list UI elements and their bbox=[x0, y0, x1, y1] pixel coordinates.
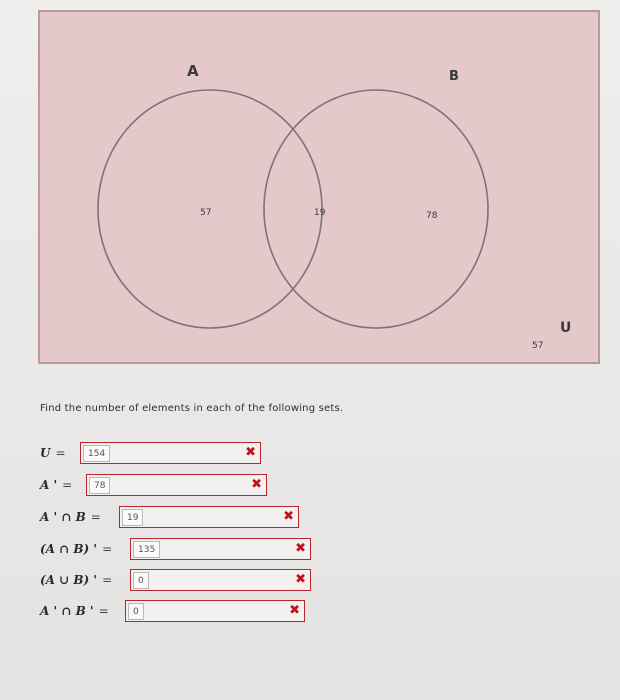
incorrect-x-icon: ✖ bbox=[251, 477, 262, 492]
answer-input-a-complement-intersect-b-complement[interactable] bbox=[125, 600, 305, 622]
answer-value: 154 bbox=[83, 445, 110, 462]
answer-value: 135 bbox=[133, 541, 160, 558]
answer-value: 19 bbox=[122, 509, 143, 526]
region-b-only-value: 78 bbox=[426, 211, 438, 221]
equals-sign: = bbox=[102, 573, 113, 587]
answer-input-a-union-b-complement[interactable] bbox=[130, 569, 311, 591]
set-a-label: A bbox=[187, 62, 199, 80]
question-row bbox=[40, 538, 118, 560]
answer-input-u[interactable] bbox=[80, 442, 261, 464]
question-row bbox=[40, 600, 115, 622]
incorrect-x-icon: ✖ bbox=[289, 603, 300, 618]
question-row bbox=[40, 506, 107, 528]
incorrect-x-icon: ✖ bbox=[245, 445, 256, 460]
region-intersection-value: 19 bbox=[314, 208, 326, 218]
venn-diagram-panel bbox=[38, 10, 600, 364]
incorrect-x-icon: ✖ bbox=[283, 509, 294, 524]
answer-input-a-complement-intersect-b[interactable] bbox=[119, 506, 299, 528]
universe-label: U bbox=[560, 320, 572, 336]
equals-sign: = bbox=[98, 604, 109, 618]
set-expression-label: U bbox=[40, 446, 51, 460]
set-b-label: B bbox=[449, 69, 459, 84]
answer-value: 78 bbox=[89, 477, 110, 494]
equals-sign: = bbox=[55, 446, 66, 460]
incorrect-x-icon: ✖ bbox=[295, 572, 306, 587]
venn-diagram bbox=[40, 12, 602, 366]
region-a-only-value: 57 bbox=[200, 208, 212, 218]
answer-value: 0 bbox=[133, 572, 149, 589]
equals-sign: = bbox=[90, 510, 101, 524]
answer-input-a-complement[interactable] bbox=[86, 474, 267, 496]
question-row bbox=[40, 474, 78, 496]
set-b-circle bbox=[264, 90, 488, 328]
set-expression-label: A ' bbox=[40, 478, 58, 492]
instruction-text: Find the number of elements in each of the following sets. bbox=[40, 403, 344, 414]
set-expression-label: A ' ∩ B ' bbox=[40, 604, 94, 618]
question-row bbox=[40, 569, 118, 591]
equals-sign: = bbox=[102, 542, 113, 556]
answer-input-a-intersect-b-complement[interactable] bbox=[130, 538, 311, 560]
set-expression-label: (A ∩ B) ' bbox=[40, 542, 98, 556]
set-expression-label: (A ∪ B) ' bbox=[40, 573, 98, 587]
equals-sign: = bbox=[62, 478, 73, 492]
region-outside-value: 57 bbox=[532, 341, 544, 351]
incorrect-x-icon: ✖ bbox=[295, 541, 306, 556]
question-row bbox=[40, 442, 72, 464]
set-expression-label: A ' ∩ B bbox=[40, 510, 86, 524]
answer-value: 0 bbox=[128, 603, 144, 620]
